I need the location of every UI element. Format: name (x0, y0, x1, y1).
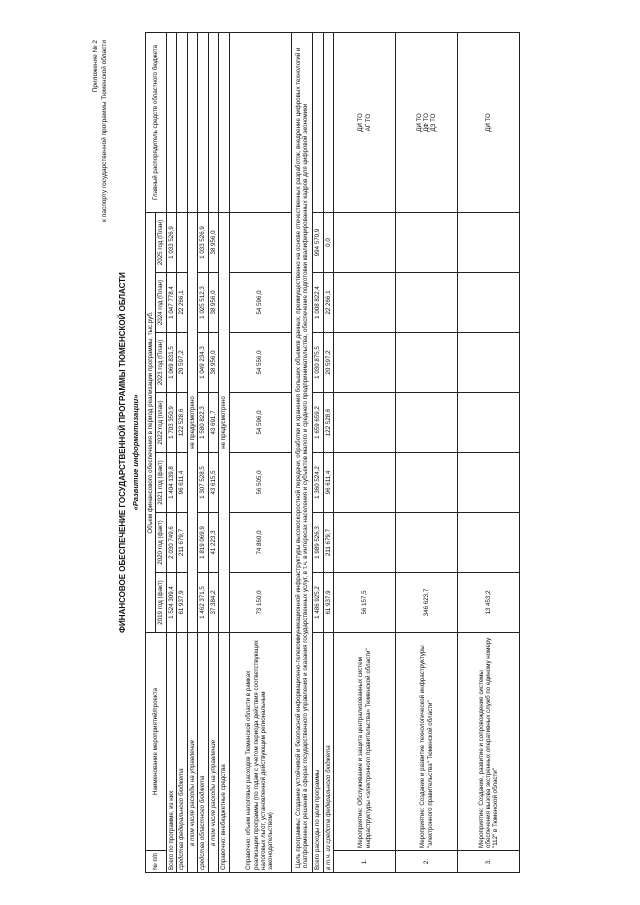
cell-owner (177, 33, 187, 213)
table-row (219, 33, 229, 873)
cell-value (396, 453, 458, 513)
cell-value: 1 033 526,9 (198, 213, 208, 273)
header-owner: Главный распорядитель средств областного бюджета (146, 33, 167, 213)
cell-value (396, 333, 458, 393)
cell-value: 1 049 234,3 (198, 333, 208, 393)
header-year: 2019 год (факт) (156, 573, 166, 633)
cell-value (396, 513, 458, 573)
cell-value (396, 213, 458, 273)
measure-row (458, 33, 520, 873)
cell-value: 1 307 528,5 (198, 453, 208, 513)
cell-value (334, 393, 396, 453)
row-label: Всего по программе, из них (166, 633, 176, 873)
measure-row (396, 33, 458, 873)
cell-value: 1 033 526,9 (166, 213, 176, 273)
cell-value: 37 384,2 (208, 573, 218, 633)
not-provided-note: не предусмотрено (187, 213, 197, 633)
cell-owner (198, 33, 208, 213)
table-row (313, 33, 323, 873)
cell-value: 96 611,4 (323, 453, 333, 513)
cell-value: 0,0 (323, 213, 333, 273)
table-row (229, 33, 291, 873)
cell-value: 22 266,1 (177, 273, 187, 333)
cell-value: 1 025 512,3 (198, 273, 208, 333)
document-title: ФИНАНСОВОЕ ОБЕСПЕЧЕНИЕ ГОСУДАРСТВЕННОЙ ПРОГРАММЫ ТЮМЕНСКОЙ ОБЛАСТИ (118, 272, 127, 633)
cell-value (177, 213, 187, 273)
header-year: 2024 год (План) (156, 273, 166, 333)
cell-value: 1 819 069,9 (198, 513, 208, 573)
cell-value: 43 691,7 (208, 393, 218, 453)
cell-value (458, 213, 520, 273)
cell-value (458, 273, 520, 333)
cell-value: 2 030 749,6 (166, 513, 176, 573)
cell-value: 994 570,9 (313, 213, 323, 273)
cell-value (229, 213, 291, 273)
row-label: Всего расходы по цели программы (313, 633, 323, 873)
cell-value (334, 213, 396, 273)
header-year: 2021 год (факт) (156, 453, 166, 513)
table-row (208, 33, 218, 873)
cell-value (458, 453, 520, 513)
measure-owner: ДИ ТО АГ ТО (334, 33, 396, 213)
table-row (323, 33, 333, 873)
cell-value: 1 360 524,2 (313, 453, 323, 513)
header-year: 2023 год (План) (156, 333, 166, 393)
header-volume: Объем финансового обеспечения в период реализации программы, тыс.руб. (146, 213, 156, 633)
appendix-subtitle: к паспорту государственной программы Тюменской области (101, 40, 108, 222)
cell-value: 96 611,4 (177, 453, 187, 513)
cell-value: 346 623,7 (396, 573, 458, 633)
measure-number: 1. (334, 851, 396, 873)
cell-value (334, 273, 396, 333)
row-label: в том числе расходы на управление (187, 633, 197, 873)
cell-owner (313, 33, 323, 213)
cell-value: 1 462 371,5 (198, 573, 208, 633)
cell-owner (323, 33, 333, 213)
row-label: Справочно: внебюджетные средства (219, 633, 229, 873)
cell-value (396, 273, 458, 333)
cell-value: 1 989 526,3 (313, 513, 323, 573)
table-row (187, 33, 197, 873)
cell-value: 38 956,0 (208, 333, 218, 393)
cell-value (458, 393, 520, 453)
cell-value: 54 596,0 (229, 273, 291, 333)
header-year: 2022 год (план) (156, 393, 166, 453)
cell-value: 1 703 350,9 (166, 393, 176, 453)
cell-value: 122 528,6 (177, 393, 187, 453)
row-label: в т.ч. из средств федерального бюджета (323, 633, 333, 873)
cell-value: 61 937,9 (177, 573, 187, 633)
cell-value: 20 597,2 (177, 333, 187, 393)
cell-value: 211 679,7 (323, 513, 333, 573)
header-no: № п/п (146, 851, 167, 873)
measure-row (334, 33, 396, 873)
cell-value: 56 505,0 (229, 453, 291, 513)
cell-value (334, 453, 396, 513)
header-name: Наименование мероприятий/проекта (146, 633, 167, 851)
row-label: в том числе расходы на управление (208, 633, 218, 873)
cell-value: 56 157,5 (334, 573, 396, 633)
table-row (177, 33, 187, 873)
financing-table (145, 32, 520, 873)
cell-value: 1 008 822,4 (313, 273, 323, 333)
row-label: средства областного бюджета (198, 633, 208, 873)
cell-value: 20 597,2 (323, 333, 333, 393)
cell-value: 211 679,7 (177, 513, 187, 573)
cell-value: 38 956,0 (208, 213, 218, 273)
measure-number: 2. (396, 851, 458, 873)
document-subtitle: «Развитие информатизации» (131, 394, 140, 511)
row-label: Справочно: объем налоговых расходов Тюменской области в рамках реализации программы (по годам с учетом периода действия соответствующих налоговых льгот, установленной действующим региональным законодательством) (229, 633, 291, 873)
program-goal: Цель программы: Создание устойчивой и безопасной информационно-телекоммуникационной инфраструктуры высокоскоростной передачи, обработки и хранения больших объемов данных, преимущественно на основе отечественных разработок, внедрение цифровых технологий и платформенных решений в сферах государственного управления и оказания государственных услуг, в т.ч. в интересах населения и субъектов малого и среднего предпринимательства, обеспечение подготовки квалифицированных кадров для цифровой экономики (291, 33, 313, 873)
cell-value: 1 580 822,3 (198, 393, 208, 453)
appendix-title: Приложение № 2 (92, 40, 99, 93)
cell-owner (229, 33, 291, 213)
cell-value: 54 596,0 (229, 393, 291, 453)
cell-value: 38 956,0 (208, 273, 218, 333)
cell-value: 61 937,9 (323, 573, 333, 633)
cell-value: 73 150,0 (229, 573, 291, 633)
cell-value (458, 513, 520, 573)
cell-owner (166, 33, 176, 213)
table-row (166, 33, 176, 873)
measure-name: Мероприятие: Обслуживание и защита централизованных систем инфраструктуры «электронного правительства» Тюменской области" (334, 633, 396, 851)
cell-value: 43 615,5 (208, 453, 218, 513)
cell-owner (208, 33, 218, 213)
cell-value: 74 860,0 (229, 513, 291, 573)
cell-value (396, 393, 458, 453)
measure-owner: ДИ ТО (458, 33, 520, 213)
cell-value (334, 333, 396, 393)
not-provided-note: не предусмотрено (219, 213, 229, 633)
header-year: 2020 год (факт) (156, 513, 166, 573)
cell-value: 1 486 925,2 (313, 573, 323, 633)
cell-value: 1 659 659,2 (313, 393, 323, 453)
cell-owner (219, 33, 229, 213)
cell-value: 13 453,2 (458, 573, 520, 633)
cell-value: 22 266,1 (323, 273, 333, 333)
table-row (198, 33, 208, 873)
goal-row (291, 33, 313, 873)
measure-name: Мероприятие: Создание и развитие технологической инфраструктуры "электронного правительства" Тюменской области" (396, 633, 458, 851)
cell-value: 41 223,3 (208, 513, 218, 573)
cell-value (334, 513, 396, 573)
cell-value (458, 333, 520, 393)
row-label: средства федерального бюджета (177, 633, 187, 873)
cell-value: 1 404 139,8 (166, 453, 176, 513)
cell-owner (187, 33, 197, 213)
cell-value: 1 524 309,4 (166, 573, 176, 633)
cell-value: 1 047 778,4 (166, 273, 176, 333)
cell-value: 122 528,6 (323, 393, 333, 453)
measure-owner: ДИ ТО ДФ ТО ДЗ ТО (396, 33, 458, 213)
measure-name: Мероприятие: Создание, развитие и сопровождение системы обеспечения вызова экстренных оперативных служб по единому номеру "112" в Тюменской области" (458, 633, 520, 851)
cell-value: 54 556,0 (229, 333, 291, 393)
measure-number: 3. (458, 851, 520, 873)
cell-value: 1 030 875,5 (313, 333, 323, 393)
header-year: 2025 год (План) (156, 213, 166, 273)
cell-value: 1 069 831,5 (166, 333, 176, 393)
